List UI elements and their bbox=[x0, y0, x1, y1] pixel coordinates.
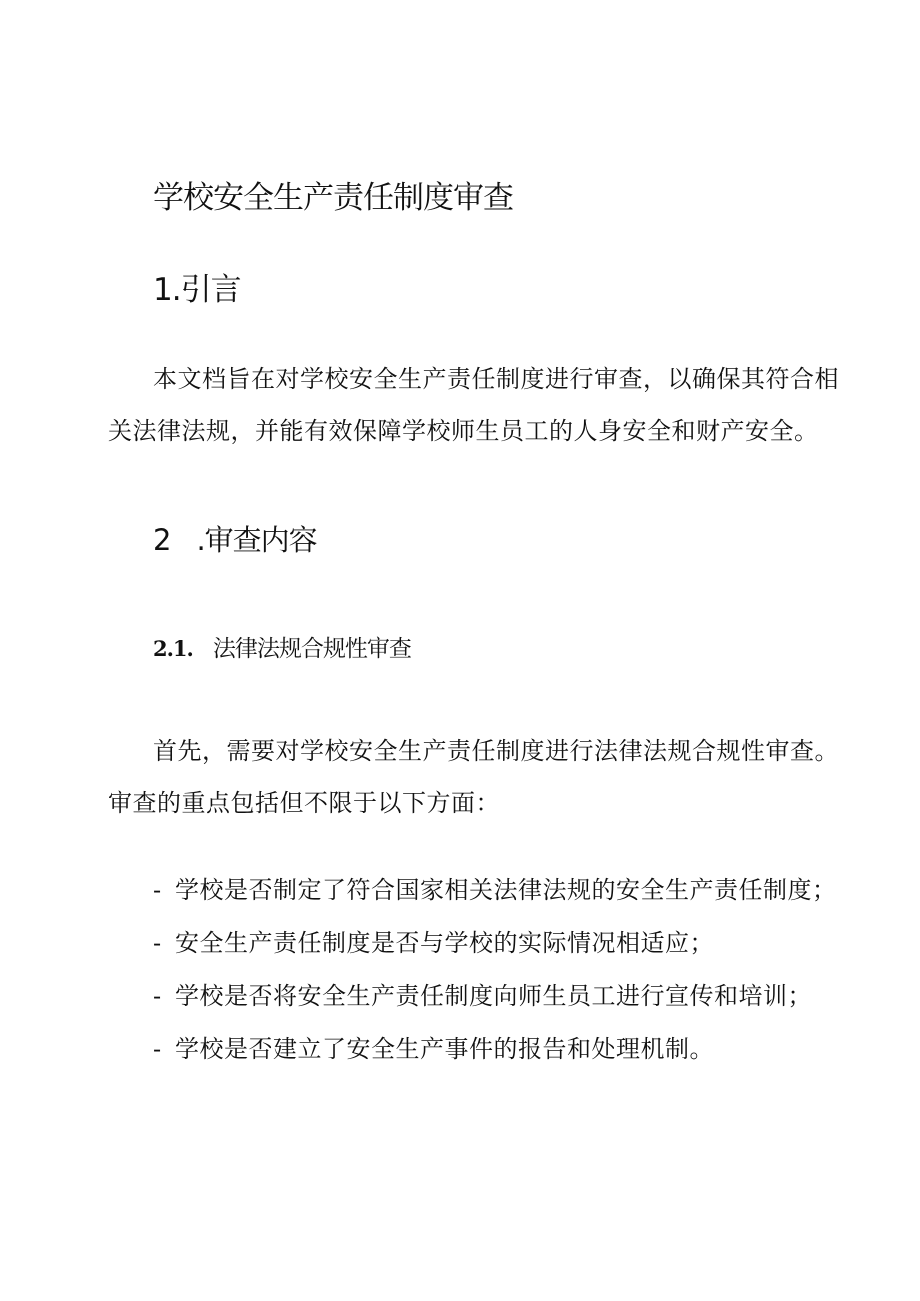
list-item bbox=[153, 976, 812, 1011]
list-item bbox=[153, 870, 837, 905]
section-number: 1. bbox=[153, 272, 181, 308]
subsection-title: 法律法规合规性审查 bbox=[212, 636, 411, 662]
section-heading-review-content bbox=[153, 518, 317, 559]
list-dash: - bbox=[153, 876, 162, 904]
document-title: 学校安全生产责任制度审查 bbox=[153, 180, 513, 216]
list-item bbox=[153, 1029, 714, 1064]
list-dash: - bbox=[153, 929, 162, 957]
list-item-text: 学校是否制定了符合国家相关法律法规的安全生产责任制度； bbox=[175, 876, 837, 904]
intro-paragraph-line: 关法律法规，并能有效保障学校师生员工的人身安全和财产安全。 bbox=[108, 417, 819, 445]
section-number: 2 bbox=[153, 523, 171, 557]
section-title: 引言 bbox=[180, 272, 241, 308]
list-item bbox=[153, 923, 714, 958]
list-item-text: 学校是否建立了安全生产事件的报告和处理机制。 bbox=[175, 1035, 714, 1063]
subsection-number: 2.1. bbox=[153, 636, 193, 661]
subsection-heading-compliance bbox=[153, 630, 411, 663]
list-dash: - bbox=[153, 1035, 162, 1063]
list-item-text: 安全生产责任制度是否与学校的实际情况相适应； bbox=[175, 929, 714, 957]
compliance-paragraph-line: 审查的重点包括但不限于以下方面： bbox=[108, 789, 500, 817]
compliance-paragraph-line: 首先，需要对学校安全生产责任制度进行法律法规合规性审查。 bbox=[153, 737, 839, 765]
list-dash: - bbox=[153, 982, 162, 1010]
section-heading-introduction bbox=[153, 264, 241, 309]
section-title: .审查内容 bbox=[196, 523, 317, 557]
intro-paragraph-line: 本文档旨在对学校安全生产责任制度进行审查，以确保其符合相 bbox=[153, 365, 839, 393]
list-item-text: 学校是否将安全生产责任制度向师生员工进行宣传和培训； bbox=[175, 982, 812, 1010]
